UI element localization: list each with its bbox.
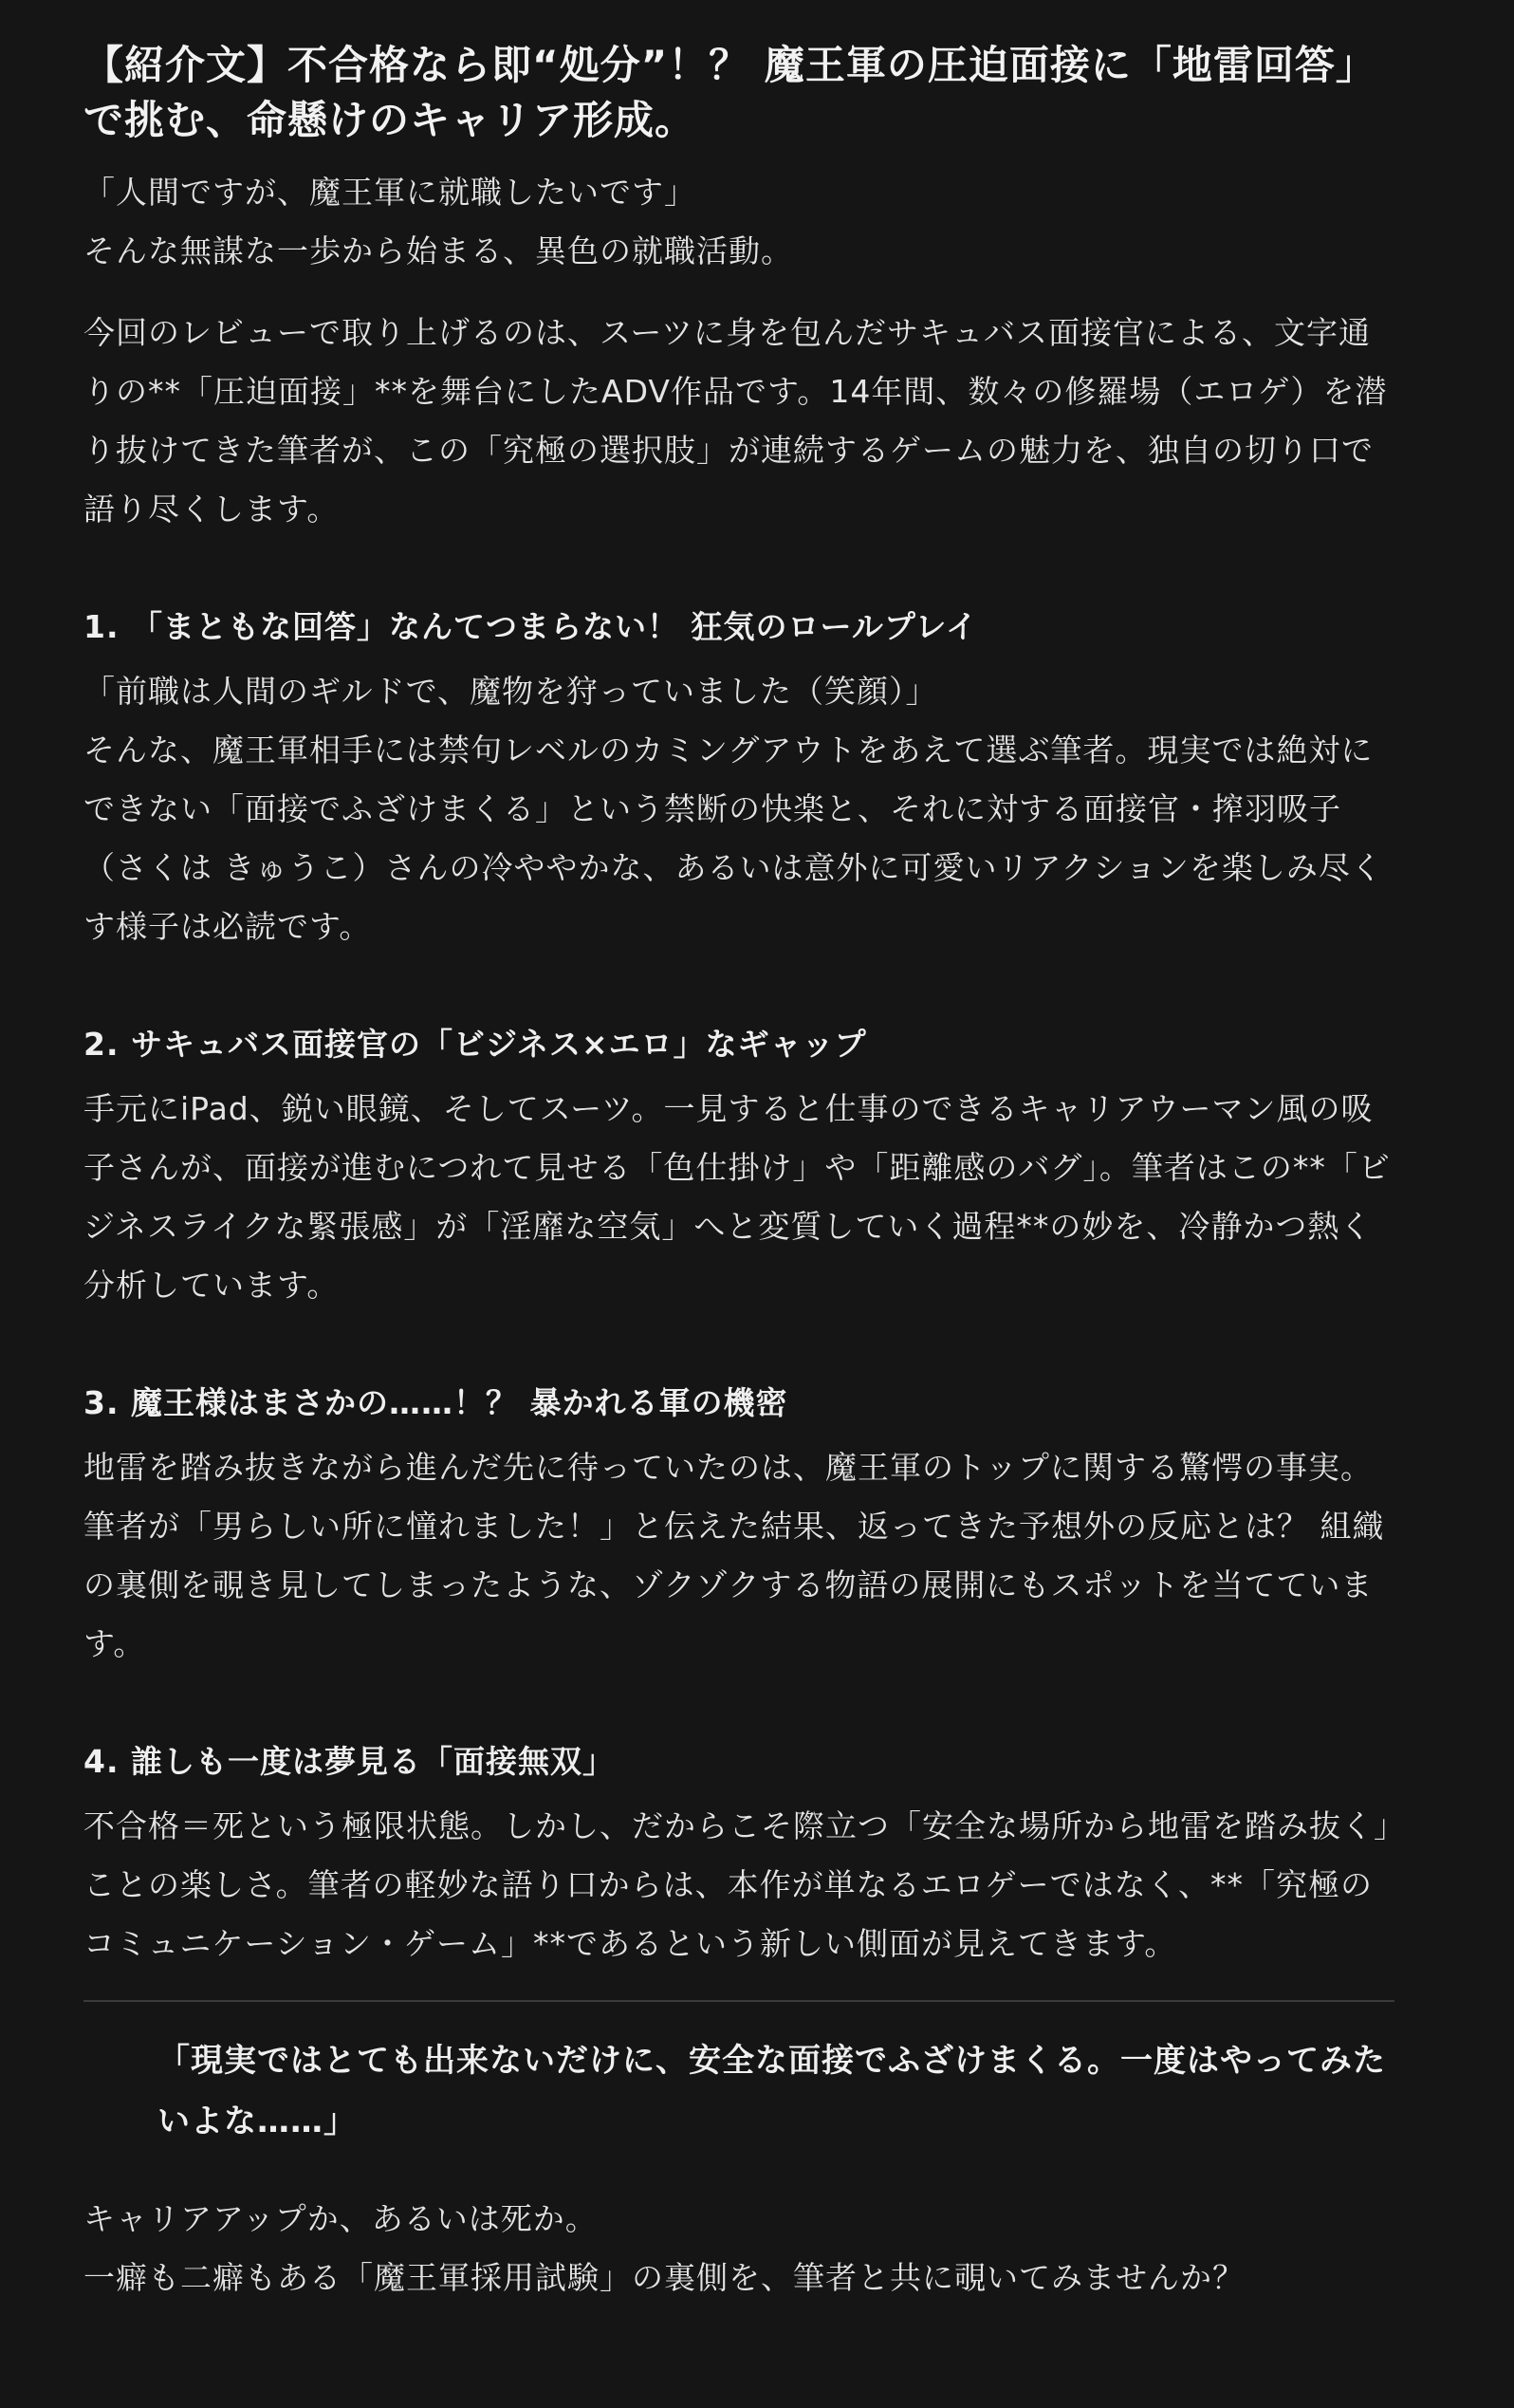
section-1-heading: 1. 「まともな回答」なんてつまらない！ 狂気のロールプレイ	[83, 608, 978, 645]
section-3-body: 地雷を踏み抜きながら進んだ先に待っていたのは、魔王軍のトップに関する驚愕の事実。筆者が「男らしい所に憧れました！」と伝えた結果、返ってきた予想外の反応とは？ 組織の裏側を覗き見してしまったような、ゾクゾクする物語の展開にもスポットを当てています。	[83, 1449, 1385, 1662]
section-1-quote-line: 「前職は人間のギルドで、魔物を狩っていました（笑顔）」	[83, 673, 938, 710]
section-3-heading: 3. 魔王様はまさかの……！？ 暴かれる軍の機密	[83, 1384, 788, 1421]
section-4-heading: 4. 誰しも一度は夢見る「面接無双」	[83, 1743, 615, 1780]
closing-line-1: キャリアアップか、あるいは死か。	[83, 2200, 598, 2237]
article-content	[83, 38, 1394, 2307]
section-2-body: 手元にiPad、鋭い眼鏡、そしてスーツ。一見すると仕事のできるキャリアウーマン風の吸子さんが、面接が進むにつれて見せる「色仕掛け」や「距離感のバグ」。筆者はこの**「ビジネスライクな緊張感」が「淫靡な空気」へと変質していく過程**の妙を、冷静かつ熱く分析しています。	[83, 1090, 1391, 1304]
divider	[83, 2000, 1394, 2002]
lead-line-2: そんな無謀な一歩から始まる、異色の就職活動。	[83, 232, 793, 269]
article-title: 【紹介文】不合格なら即“処分”！？ 魔王軍の圧迫面接に「地雷回答」で挑む、命懸けのキャリア形成。	[83, 42, 1376, 143]
closing-line-2: 一癖も二癖もある「魔王軍採用試験」の裏側を、筆者と共に覗いてみませんか？	[83, 2259, 1245, 2296]
section-2-heading: 2. サキュバス面接官の「ビジネス×エロ」なギャップ	[83, 1026, 867, 1063]
intro-paragraph: 今回のレビューで取り上げるのは、スーツに身を包んだサキュバス面接官による、文字通りの**「圧迫面接」**を舞台にしたADV作品です。14年間、数々の修羅場（エロゲ）を潜り抜けてきた筆者が、この「究極の選択肢」が連続するゲームの魅力を、独自の切り口で語り尽くします。	[83, 314, 1388, 528]
lead-line-1: 「人間ですが、魔王軍に就職したいです」	[83, 174, 696, 211]
section-4-body: 不合格＝死という極限状態。しかし、だからこそ際立つ「安全な場所から地雷を踏み抜く」ことの楽しさ。筆者の軽妙な語り口からは、本作が単なるエロゲーではなく、**「究極のコミュニケーション・ゲーム」**であるという新しい側面が見えてきます。	[83, 1807, 1391, 1962]
section-1-body: そんな、魔王軍相手には禁句レベルのカミングアウトをあえて選ぶ筆者。現実では絶対にできない「面接でふざけまくる」という禁断の快楽と、それに対する面接官・搾羽吸子（さくは きゅうこ）さんの冷ややかな、あるいは意外に可愛いリアクションを楽しみ尽くす様子は必読です。	[83, 732, 1383, 945]
pull-quote: 「現実ではとても出来ないだけに、安全な面接でふざけまくる。一度はやってみたいよな……」	[157, 2042, 1386, 2140]
